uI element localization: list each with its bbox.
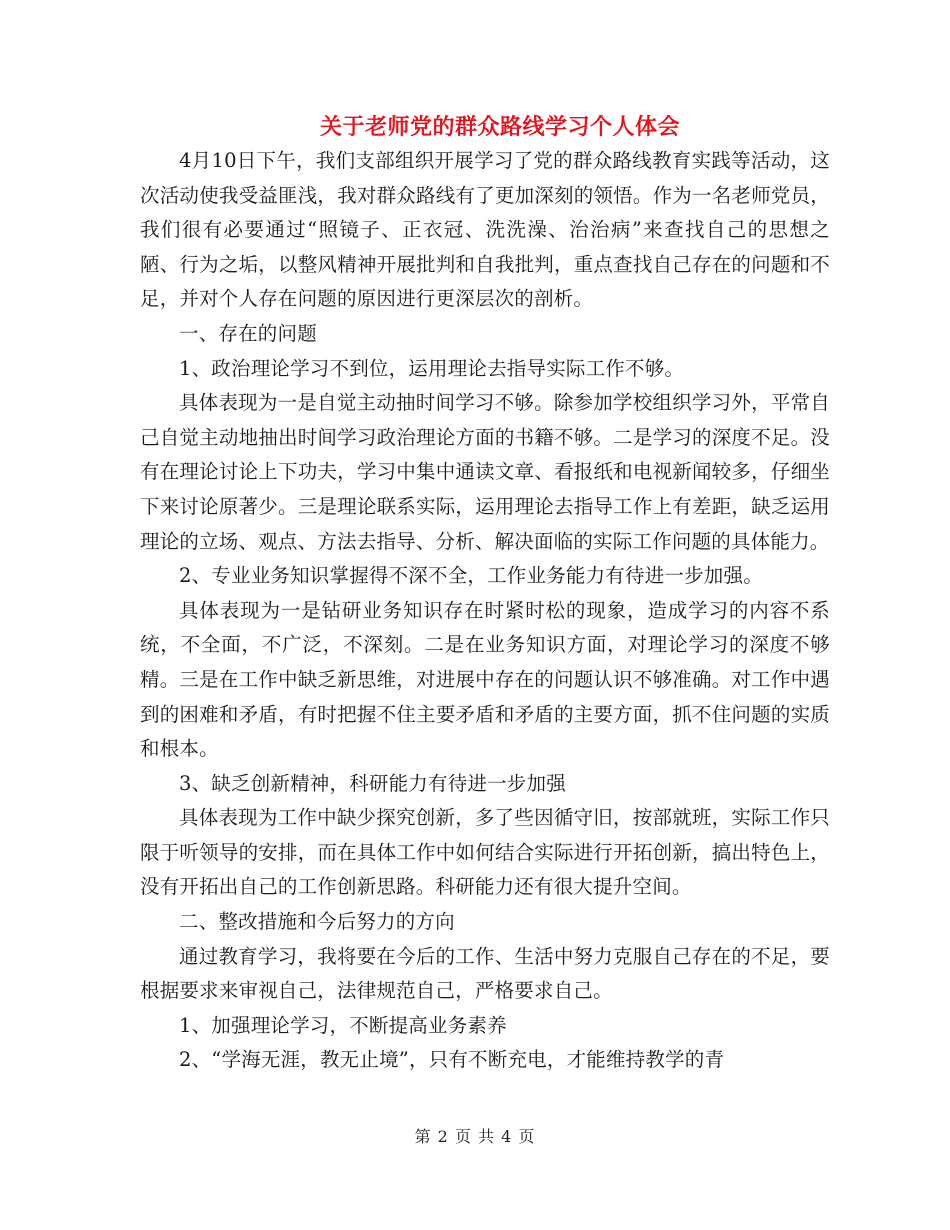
paragraph-item-3: 具体表现为工作中缺少探究创新，多了些因循守旧，按部就班，实际工作只限于听领导的安排，而在具体工作中如何结合实际进行开拓创新，搞出特色上，没有开拓出自己的工作创新思路。科研能力还有很大提升空间。 — [140, 806, 830, 899]
paragraph-item-1: 具体表现为一是自觉主动抽时间学习不够。除参加学校组织学习外，平常自己自觉主动地抽出时间学习政治理论方面的书籍不够。二是学习的深度不足。没有在理论讨论上下功夫，学习中集中通读文章、看报纸和电视新闻较多，仔细坐下来讨论原著少。三是理论联系实际，运用理论去指导工作上有差距，缺乏运用理论的立场、观点、方法去指导、分析、解决面临的实际工作问题的具体能力。 — [140, 391, 830, 553]
page-number-footer: 第 2 页 共 4 页 — [414, 1127, 536, 1146]
document-title: 关于老师党的群众路线学习个人体会 — [319, 114, 680, 140]
heading-section-1: 一、存在的问题 — [179, 321, 317, 345]
paragraph-item-2: 具体表现为一是钻研业务知识存在时紧时松的现象，造成学习的内容不系统，不全面，不广泛，不深刻。二是在业务知识方面，对理论学习的深度不够精。三是在工作中缺乏新思维，对进展中存在的问题认识不够准确。对工作中遇到的困难和矛盾，有时把握不住主要矛盾和矛盾的主要方面，抓不住问题的实质和根本。 — [140, 598, 830, 761]
heading-section-2: 二、整改措施和今后努力的方向 — [179, 910, 455, 934]
heading-measure-1: 1、加强理论学习，不断提高业务素养 — [179, 1013, 507, 1037]
paragraph-intro: 4月10日下午，我们支部组织开展学习了党的群众路线教育实践等活动，这次活动使我受益匪浅，我对群众路线有了更加深刻的领悟。作为一名老师党员，我们很有必要通过“照镜子、正衣冠、洗洗澡、治治病”来查找自己的思想之陋、行为之垢，以整风精神开展批判和自我批判，重点查找自己存在的问题和不足，并对个人存在问题的原因进行更深层次的剖析。 — [140, 149, 830, 311]
heading-item-1: 1、政治理论学习不到位，运用理论去指导实际工作不够。 — [179, 356, 685, 380]
document-body — [140, 144, 830, 1078]
paragraph-section-2: 通过教育学习，我将要在今后的工作、生活中努力克服自己存在的不足，要根据要求来审视自己，法律规范自己，严格要求自己。 — [140, 944, 830, 1003]
heading-item-3: 3、缺乏创新精神，科研能力有待进一步加强 — [179, 771, 566, 795]
paragraph-measure-2: 2、“学海无涯，教无止境”，只有不断充电，才能维持教学的青 — [179, 1048, 725, 1072]
heading-item-2: 2、专业业务知识掌握得不深不全，工作业务能力有待进一步加强。 — [179, 564, 763, 588]
